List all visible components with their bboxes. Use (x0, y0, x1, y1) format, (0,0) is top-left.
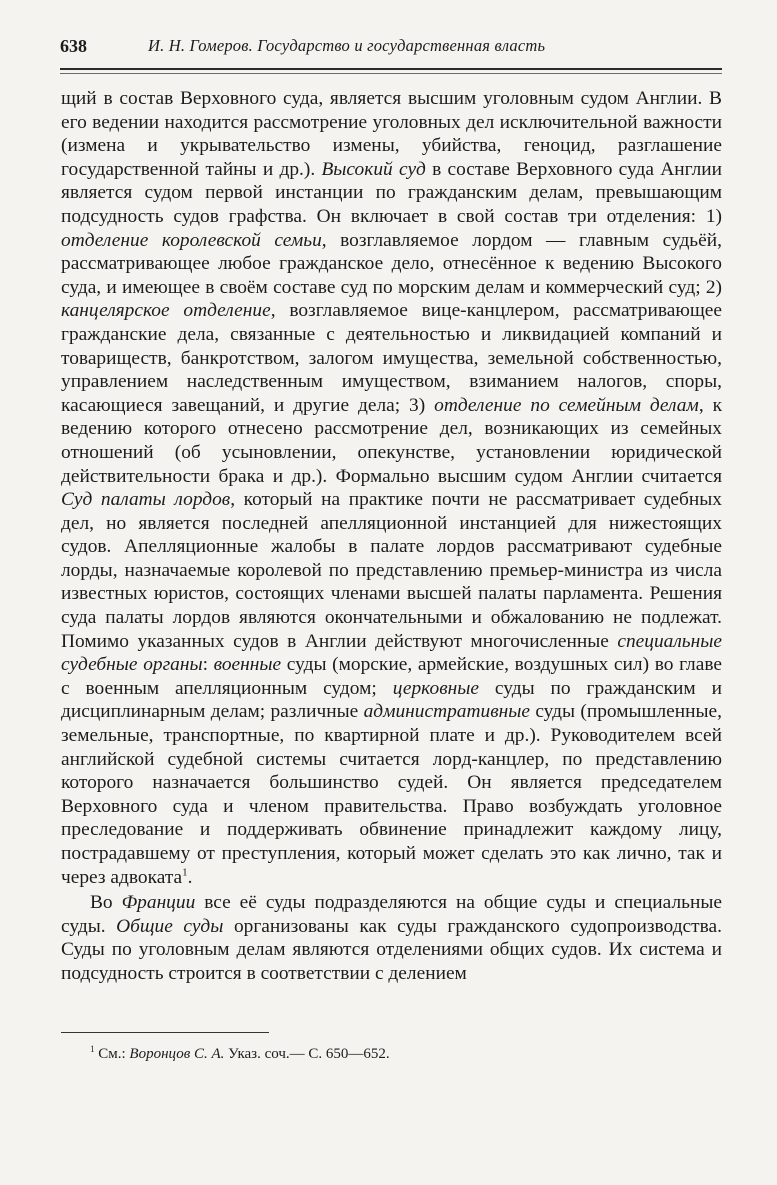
footnote-mark: 1 (90, 1044, 95, 1054)
paragraph-france (61, 891, 722, 985)
text-run: Во (90, 892, 122, 914)
text-run: щий в состав Верховного суда, является высшим уголовным судом Англии. В его ведении находится рассмотрение уголовных дел исключительной важности (измена и укрывательство измены, убийства, геноцид, разглашение государственной тайны и др.). (61, 88, 722, 180)
text-run: , возглавляемое лордом — главным судьёй, рассматривающее любое гражданское дело, отнесённое к ведению Высокого суда, и имеющее в своём составе суд по морским делам и коммерческий суд; 2) (61, 229, 722, 298)
paragraph-continued (61, 87, 722, 889)
term-military: военные (213, 654, 282, 676)
term-france: Франции (121, 892, 196, 914)
footnote-prefix: См.: (98, 1046, 130, 1062)
text-run: в составе Верховного суда Англии является судом первой инстанции по гражданским делам, превышающим подсудность судов графства. Он включает в свой состав три отделения: 1) (61, 158, 723, 227)
term-church: церковные (392, 677, 479, 699)
term-chancery-division: канцелярское отделение (61, 300, 271, 322)
term-queens-bench: отделение королевской семьи (61, 229, 322, 251)
text-run: : (202, 654, 214, 676)
term-house-of-lords: Суд палаты лордов (61, 489, 231, 511)
text-run: суды по гражданским и дисциплинарным делам; различные (61, 677, 722, 723)
running-title: И. Н. Гомеров. Государство и государственная власть (148, 36, 546, 55)
footnote (90, 1045, 390, 1063)
footnote-citation: Указ. соч.— С. 650—652. (224, 1046, 390, 1062)
header-rule (60, 68, 722, 70)
text-run: . (187, 866, 193, 888)
term-high-court: Высокий суд (321, 158, 426, 180)
term-administrative: административные (363, 701, 530, 723)
page-number: 638 (60, 36, 87, 56)
term-family-division: отделение по семейным делам (434, 394, 699, 416)
footnote-ref: 1 (182, 866, 188, 879)
text-run: суды (морские, армейские, воздушных сил) во главе с военным апелляционным судом; (61, 654, 722, 699)
footnote-rule (61, 1032, 269, 1033)
text-run: все её суды подразделяются на общие суды и специальные суды. (61, 892, 722, 937)
text-run: , возглавляемое вице-канцлером, рассматривающее гражданские дела, связанные с деятельностью и ликвидацией компаний и товариществ, банкротством, залогом имущества, земельной собственностью, управлением наследственным имуществом, взиманием налогов, споры, касающиеся завещаний, и другие дела; 3) (61, 300, 722, 416)
main-text (61, 87, 722, 986)
footnote-author: Воронцов С. А. (129, 1046, 225, 1062)
text-run: , который на практике почти не рассматривает судебных дел, но является последней апелляционной инстанцией для нижестоящих судов. Апелляционные жалобы в палате лордов рассматривают судебные лорды, назначаемые королевой по представлению премьер-министра из числа известных юристов, состоящих членами высшей палаты парламента. Решения суда палаты лордов являются окончательными и обжалованию не подлежат. Помимо указанных судов в Англии действуют многочисленные (61, 489, 722, 652)
text-run: организованы как суды гражданского судопроизводства. Суды по уголовным делам являются отделениями общих судов. Их система и подсудность строится в соответствии с делением (61, 915, 722, 984)
term-special-courts: специальные судебные органы (61, 630, 722, 676)
text-run: , к ведению которого отнесено рассмотрение дел, возникающих из семейных отношений (об усыновлении, опекунстве, установлении юридической действительности брака и др.). Формально высшим судом Англии считается (61, 394, 722, 487)
term-general-courts: Общие суды (116, 915, 224, 937)
page-header (60, 30, 722, 70)
text-run: суды (промышленные, земельные, транспортные, по квартирной плате и др.). Руководителем всей английской судебной системы считается лорд-канцлер, по представлению которого назначается большинство судей. Он является председателем Верховного суда и членом правительства. Право возбуждать уголовное преследование и поддерживать обвинение принадлежит каждому лицу, пострадавшему от преступления, который может сделать это как лично, так и через адвоката (61, 701, 722, 888)
header-rule-thin (60, 73, 722, 74)
